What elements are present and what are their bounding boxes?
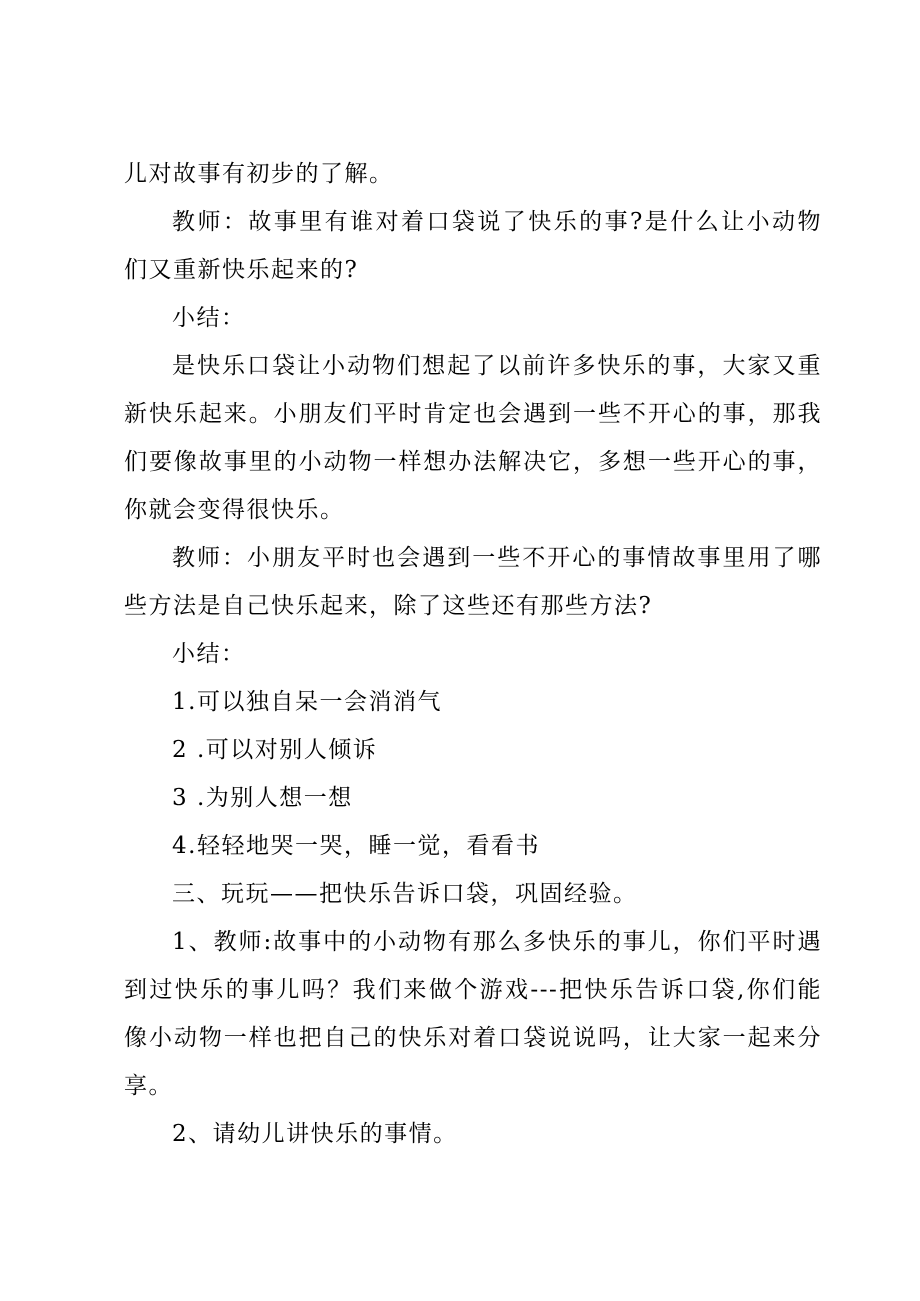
paragraph-continuation: 儿对故事有初步的了解。 xyxy=(124,161,394,187)
paragraph-summary-heading-1: 小结： xyxy=(172,305,246,331)
list-item-1: 1.可以独自呆一会消消气 xyxy=(172,689,442,715)
paragraph-activity-1: 1、教师:故事中的小动物有那么多快乐的事儿，你们平时遇到过快乐的事儿吗？我们来做个游戏---把快乐告诉口袋,你们能像小动物一样也把自己的快乐对着口袋说说吗，让大家一起来分享。 xyxy=(124,929,822,1099)
list-item-4: 4.轻轻地哭一哭，睡一觉，看看书 xyxy=(172,833,540,859)
paragraph-teacher-question-2: 教师：小朋友平时也会遇到一些不开心的事情故事里用了哪些方法是自己快乐起来，除了这些还有那些方法? xyxy=(124,545,822,619)
document-body xyxy=(124,150,822,1158)
list-item-3: 3 .为别人想一想 xyxy=(172,785,353,811)
paragraph-summary-text: 是快乐口袋让小动物们想起了以前许多快乐的事，大家又重新快乐起来。小朋友们平时肯定也会遇到一些不开心的事，那我们要像故事里的小动物一样想办法解决它，多想一些开心的事，你就会变得很快乐。 xyxy=(124,353,822,523)
section-heading-3: 三、玩玩——把快乐告诉口袋，巩固经验。 xyxy=(172,881,638,907)
paragraph-summary-heading-2: 小结： xyxy=(172,641,246,667)
paragraph-teacher-question-1: 教师：故事里有谁对着口袋说了快乐的事?是什么让小动物们又重新快乐起来的? xyxy=(124,209,822,283)
paragraph-activity-2: 2、请幼儿讲快乐的事情。 xyxy=(172,1121,458,1147)
list-item-2: 2 .可以对别人倾诉 xyxy=(172,737,378,763)
